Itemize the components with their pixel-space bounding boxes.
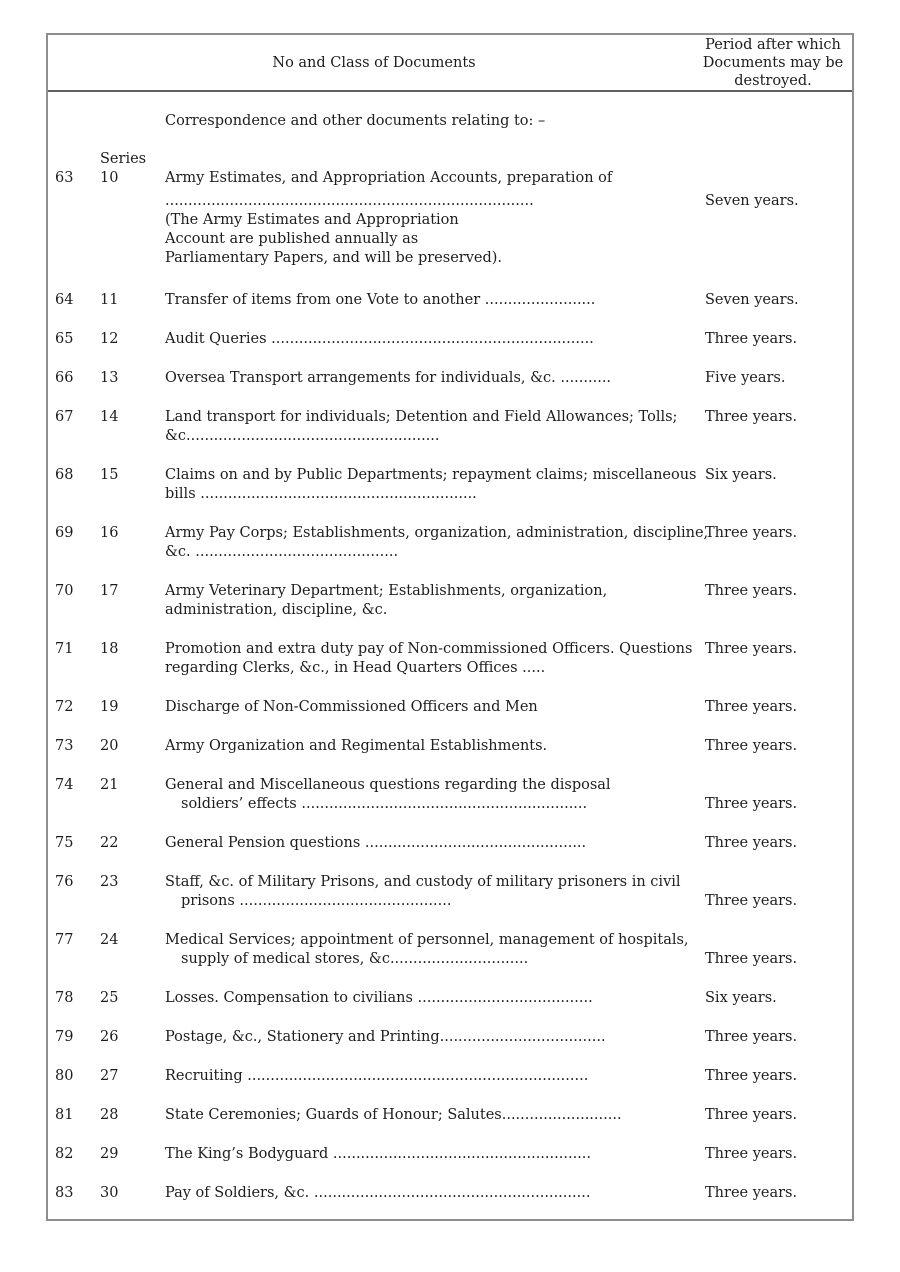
row-description <box>165 582 705 620</box>
row-number: 79 <box>55 1029 74 1045</box>
table-row <box>48 931 852 969</box>
row-description <box>165 640 705 678</box>
row-number: 74 <box>55 777 74 793</box>
description-line: Postage, &c., Stationery and Printing.................................... <box>165 1029 606 1045</box>
table-row <box>48 1106 852 1125</box>
description-line: General Pension questions ................................................ <box>165 835 587 851</box>
row-series-number: 23 <box>100 874 119 890</box>
description-line: Army Estimates, and Appropriation Accounts, preparation of <box>165 170 613 186</box>
row-period: Six years. <box>705 990 777 1006</box>
row-period: Three years. <box>705 1185 798 1201</box>
table-row <box>48 1184 852 1203</box>
header-class-column: No and Class of Documents <box>272 54 476 71</box>
row-series-number: 24 <box>100 932 119 948</box>
row-number: 75 <box>55 835 74 851</box>
row-number: 67 <box>55 409 74 425</box>
row-series-number <box>100 150 165 268</box>
description-line: administration, discipline, &c. <box>165 602 388 618</box>
description-line: Army Veterinary Department; Establishments, organization, <box>165 583 608 599</box>
row-period: Three years. <box>705 893 798 909</box>
table-row <box>48 582 852 620</box>
row-period: Seven years. <box>705 292 799 308</box>
row-description <box>165 369 705 388</box>
row-period: Five years. <box>705 370 786 386</box>
row-description <box>165 776 705 814</box>
row-description <box>165 1106 705 1125</box>
row-series-number: 29 <box>100 1146 119 1162</box>
table-row <box>48 737 852 756</box>
table-row <box>48 1028 852 1047</box>
description-line: Claims on and by Public Departments; repayment claims; miscellaneous <box>165 467 697 483</box>
row-period: Three years. <box>705 738 798 754</box>
row-series-number: 13 <box>100 370 119 386</box>
description-line: regarding Clerks, &c., in Head Quarters Offices ..... <box>165 660 546 676</box>
row-number: 83 <box>55 1185 74 1201</box>
row-series-number: 18 <box>100 641 119 657</box>
row-series-number: 17 <box>100 583 119 599</box>
description-line: soldiers’ effects .............................................................. <box>181 796 588 812</box>
description-line: Army Pay Corps; Establishments, organization, administration, discipline, <box>165 525 709 541</box>
row-series-number: 11 <box>100 292 119 308</box>
row-period: Three years. <box>705 1107 798 1123</box>
row-number: 66 <box>55 370 74 386</box>
table-row <box>48 408 852 446</box>
row-description <box>165 466 705 504</box>
row-series-number: 19 <box>100 699 119 715</box>
table-row <box>48 873 852 911</box>
row-series-number: 15 <box>100 467 119 483</box>
row-period: Seven years. <box>705 193 799 209</box>
description-line: Discharge of Non-Commissioned Officers and Men <box>165 699 538 715</box>
row-number: 76 <box>55 874 74 890</box>
row-description <box>165 150 705 268</box>
row-description <box>165 330 705 349</box>
table-row <box>48 834 852 853</box>
row-period: Three years. <box>705 835 798 851</box>
description-line: Parliamentary Papers, and will be preserved). <box>165 250 503 266</box>
row-series-number: 20 <box>100 738 119 754</box>
table-row <box>48 640 852 678</box>
row-description <box>165 1145 705 1164</box>
row-number: 78 <box>55 990 74 1006</box>
description-line: Losses. Compensation to civilians ...................................... <box>165 990 593 1006</box>
row-description <box>165 1028 705 1047</box>
row-description <box>165 1067 705 1086</box>
table-row <box>48 466 852 504</box>
row-series-number: 16 <box>100 525 119 541</box>
description-line: Recruiting .......................................................................... <box>165 1068 589 1084</box>
row-number: 73 <box>55 738 74 754</box>
description-line: Land transport for individuals; Detention and Field Allowances; Tolls; <box>165 409 678 425</box>
description-line: ................................................................................ <box>165 193 534 209</box>
description-line: Medical Services; appointment of personnel, management of hospitals, <box>165 932 689 948</box>
description-line: Audit Queries ...................................................................... <box>165 331 594 347</box>
row-description <box>165 931 705 969</box>
description-line: The King’s Bodyguard ........................................................ <box>165 1146 592 1162</box>
row-number: 69 <box>55 525 74 541</box>
row-number: 81 <box>55 1107 74 1123</box>
description-line: State Ceremonies; Guards of Honour; Salutes.......................... <box>165 1107 622 1123</box>
table-body <box>48 92 852 1219</box>
description-line: &c. ............................................ <box>165 544 399 560</box>
row-period: Three years. <box>705 1146 798 1162</box>
row-series-number: 28 <box>100 1107 119 1123</box>
table-row <box>48 524 852 562</box>
row-description <box>165 1184 705 1203</box>
row-description <box>165 291 705 310</box>
row-number: 71 <box>55 641 74 657</box>
row-number: 64 <box>55 292 74 308</box>
row-number: 63 <box>55 170 74 186</box>
header-period-column: Period after which Documents may be destroyed. <box>702 36 844 89</box>
description-line: Transfer of items from one Vote to another ........................ <box>165 292 596 308</box>
description-line: General and Miscellaneous questions regarding the disposal <box>165 777 611 793</box>
description-line: Army Organization and Regimental Establishments. <box>165 738 548 754</box>
row-period: Three years. <box>705 331 798 347</box>
row-number: 80 <box>55 1068 74 1084</box>
row-number: 77 <box>55 932 74 948</box>
row-number: 72 <box>55 699 74 715</box>
table-row <box>48 291 852 310</box>
row-period: Six years. <box>705 467 777 483</box>
table-row <box>48 330 852 349</box>
table-row <box>48 1145 852 1164</box>
row-number: 70 <box>55 583 74 599</box>
row-number: 82 <box>55 1146 74 1162</box>
row-series-number: 26 <box>100 1029 119 1045</box>
row-description <box>165 524 709 562</box>
table-header-row <box>48 35 852 92</box>
row-period: Three years. <box>705 796 798 812</box>
row-period: Three years. <box>705 951 798 967</box>
table-row <box>48 1067 852 1086</box>
description-line: prisons .............................................. <box>181 893 452 909</box>
description-line: &c....................................................... <box>165 428 440 444</box>
row-number: 68 <box>55 467 74 483</box>
retention-table <box>46 33 854 1221</box>
table-row <box>48 776 852 814</box>
row-description <box>165 873 705 911</box>
description-line: supply of medical stores, &c.............................. <box>181 951 529 967</box>
row-period: Three years. <box>705 409 798 425</box>
row-series-number: 27 <box>100 1068 119 1084</box>
row-series-number: 12 <box>100 331 119 347</box>
intro-line: Correspondence and other documents relating to: – <box>165 113 546 129</box>
table-row <box>48 369 852 388</box>
row-period: Three years. <box>705 1029 798 1045</box>
description-line: Account are published annually as <box>165 231 419 247</box>
series-label: Series <box>100 151 147 167</box>
row-number: 65 <box>55 331 74 347</box>
row-series-number: 30 <box>100 1185 119 1201</box>
row-series-number: 25 <box>100 990 119 1006</box>
series-number: 10 <box>100 170 119 186</box>
row-description <box>165 834 705 853</box>
row-period: Three years. <box>705 641 798 657</box>
row-series-number: 14 <box>100 409 119 425</box>
table-row <box>48 150 852 268</box>
row-description <box>165 408 705 446</box>
description-line: (The Army Estimates and Appropriation <box>165 212 459 228</box>
table-row <box>48 989 852 1008</box>
description-line: Oversea Transport arrangements for individuals, &c. ........... <box>165 370 612 386</box>
row-series-number: 21 <box>100 777 119 793</box>
row-series-number: 22 <box>100 835 119 851</box>
description-line: Pay of Soldiers, &c. ............................................................ <box>165 1185 591 1201</box>
description-line: Promotion and extra duty pay of Non-commissioned Officers. Questions <box>165 641 693 657</box>
row-description <box>165 737 705 756</box>
row-description <box>165 989 705 1008</box>
row-period: Three years. <box>705 583 798 599</box>
description-line: bills ............................................................ <box>165 486 477 502</box>
row-period: Three years. <box>705 699 798 715</box>
table-row <box>48 698 852 717</box>
row-period: Three years. <box>705 525 798 541</box>
row-description <box>165 698 705 717</box>
description-line: Staff, &c. of Military Prisons, and custody of military prisoners in civil <box>165 874 681 890</box>
row-period: Three years. <box>705 1068 798 1084</box>
